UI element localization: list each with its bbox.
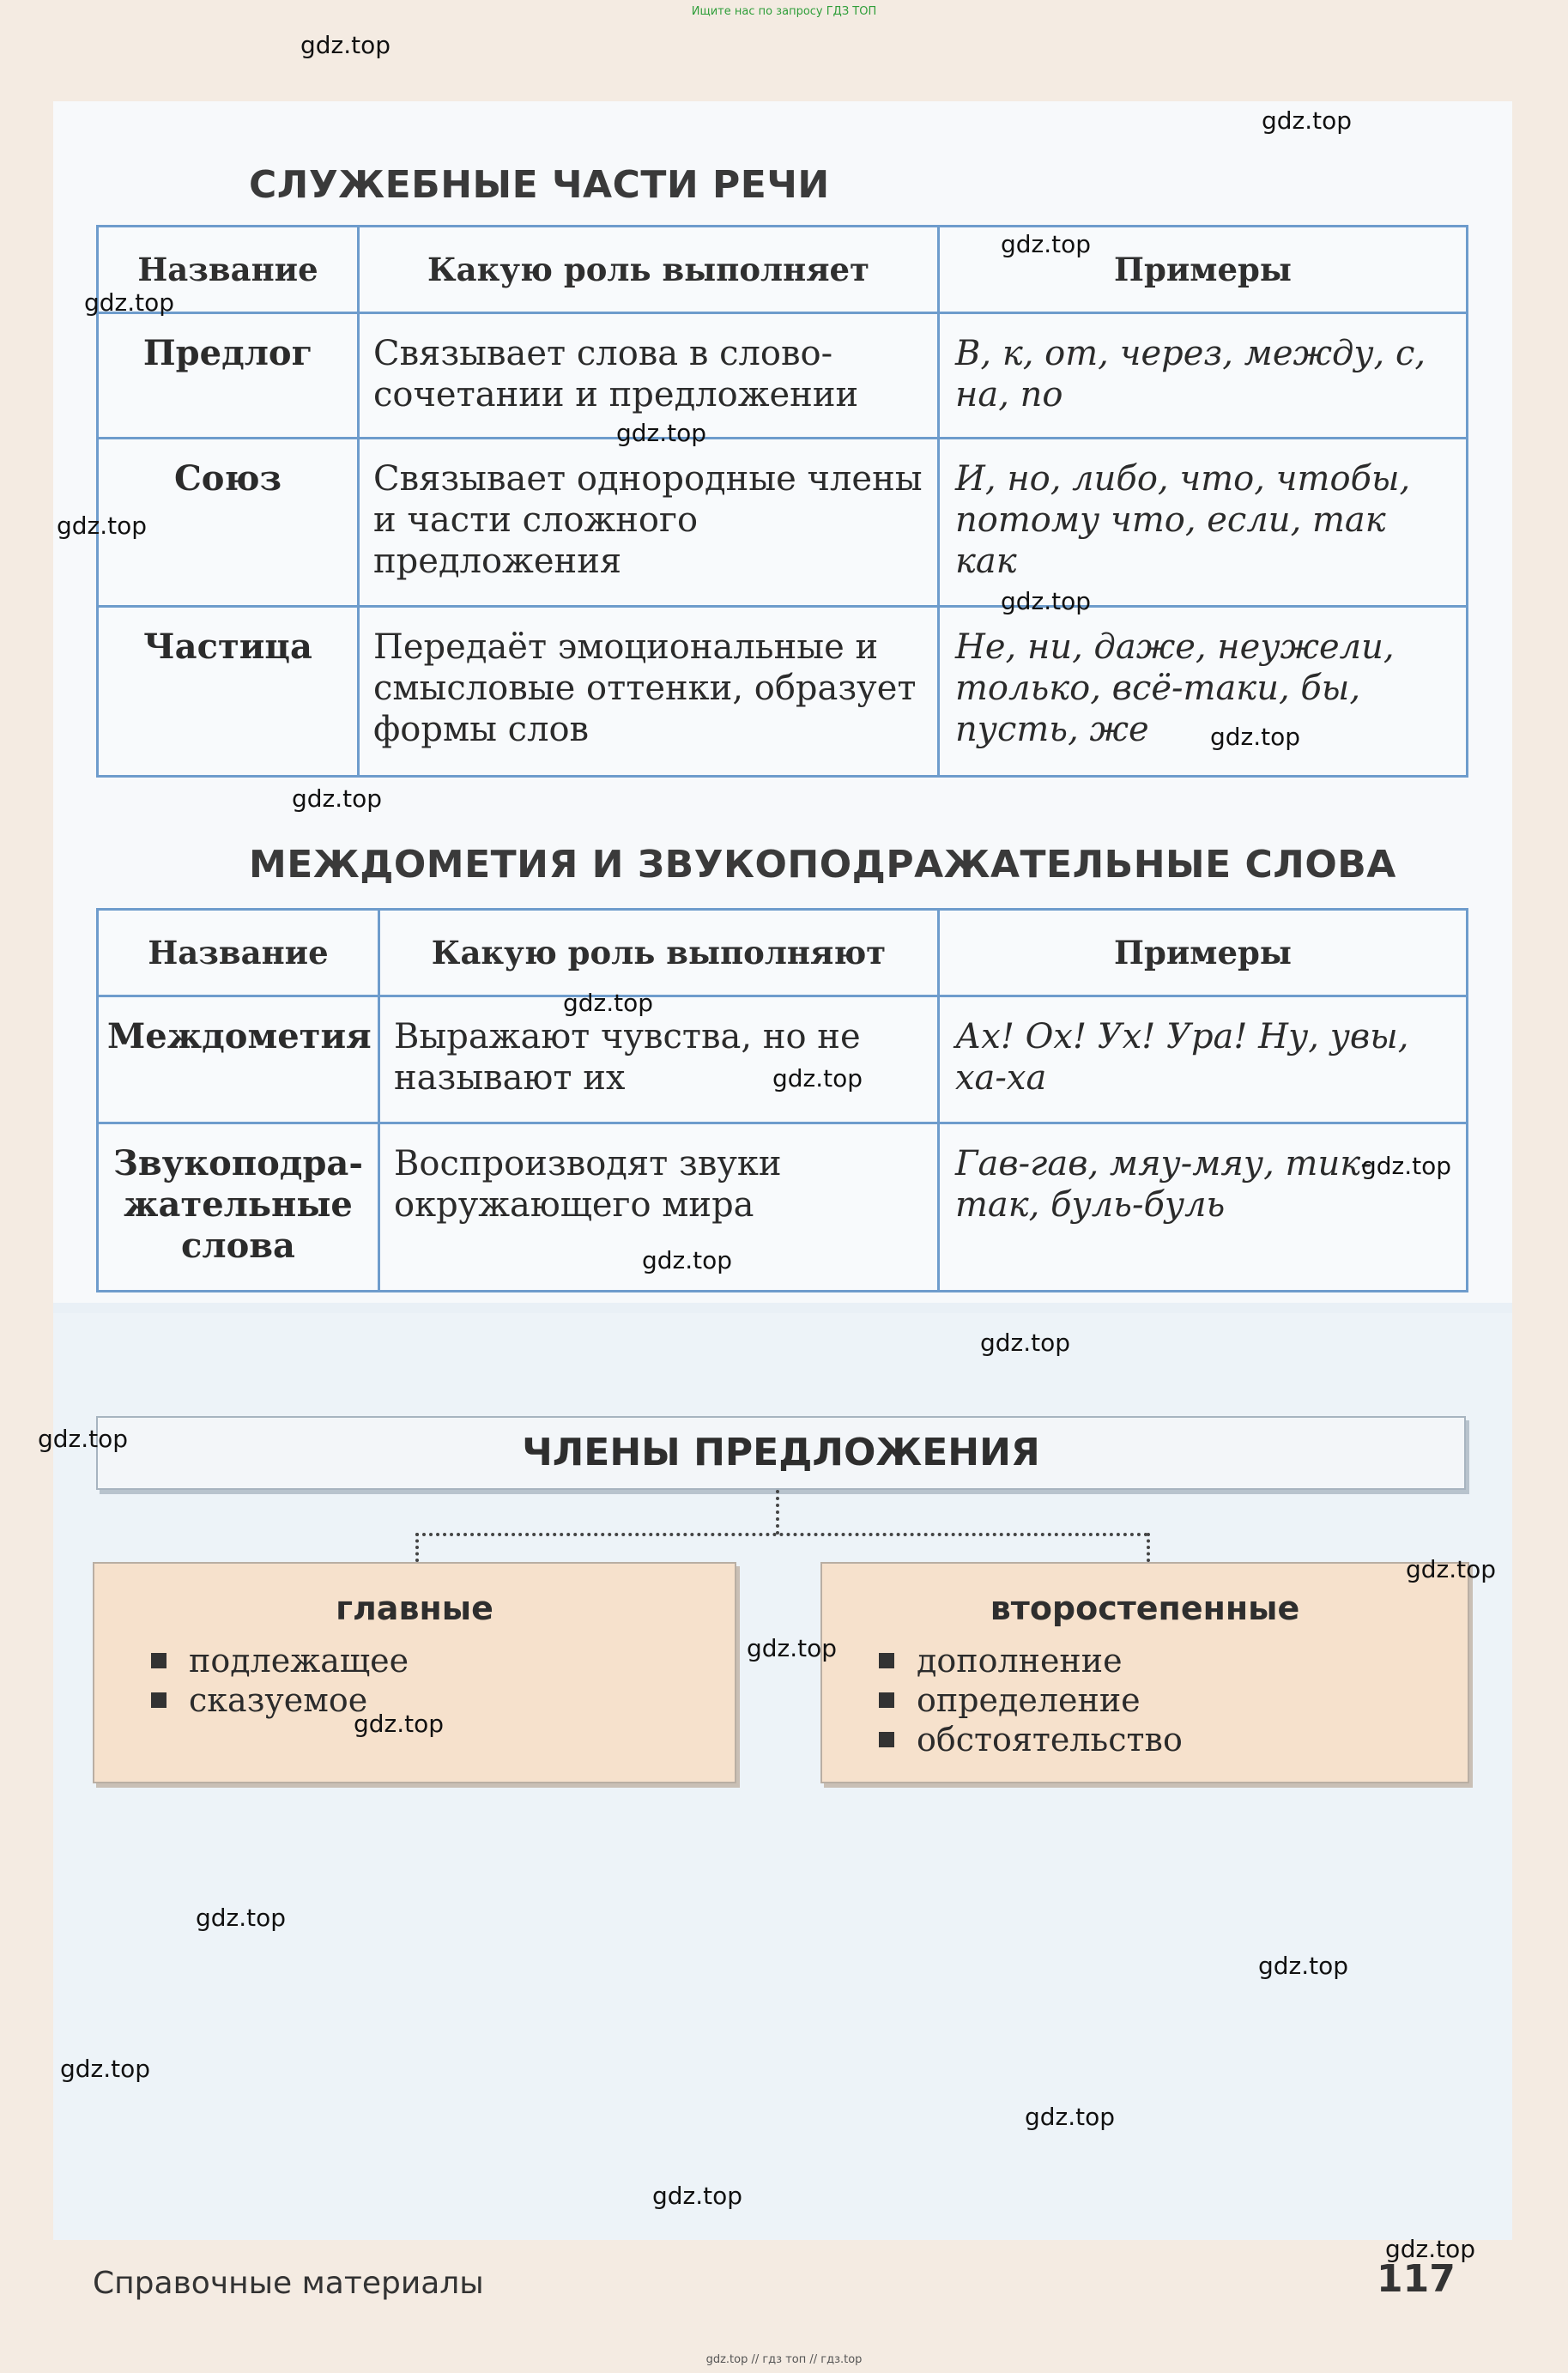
header-examples: Примеры [939, 910, 1468, 996]
watermark: gdz.top [292, 784, 383, 813]
secondary-members-list [822, 1641, 1468, 1759]
watermark: gdz.top [1025, 2103, 1116, 2131]
watermark: gdz.top [38, 1425, 129, 1453]
connector-right [1147, 1533, 1150, 1562]
connector-left [415, 1533, 419, 1562]
sentence-members-title: ЧЛЕНЫ ПРЕДЛОЖЕНИЯ [96, 1416, 1466, 1490]
row-role: Выражают чувства, но не называют их [379, 996, 939, 1123]
connector-vertical [776, 1490, 779, 1535]
page-number: 117 [1377, 2257, 1456, 2301]
function-words-table [96, 225, 1468, 778]
table-row [98, 996, 1468, 1123]
list-item: сказуемое [189, 1680, 735, 1720]
secondary-members-title: второстепенные [990, 1589, 1300, 1627]
watermark: gdz.top [1001, 230, 1092, 258]
watermark: gdz.top [980, 1329, 1071, 1357]
watermark: gdz.top [57, 512, 148, 540]
watermark: gdz.top [300, 31, 391, 59]
list-item: обстоятельство [917, 1720, 1468, 1759]
watermark: gdz.top [1258, 1952, 1349, 1980]
table-row [98, 1123, 1468, 1292]
header-examples: Примеры [939, 227, 1468, 313]
watermark: gdz.top [772, 1064, 863, 1093]
row-examples: Ах! Ох! Ух! Ура! Ну, увы, ха-ха [939, 996, 1468, 1123]
row-role: Связывает слова в слово-сочетании и предложении [359, 313, 939, 439]
row-name: Частица [98, 607, 359, 777]
main-members-box [93, 1562, 736, 1783]
watermark: gdz.top [642, 1246, 733, 1274]
watermark: gdz.top [563, 989, 654, 1017]
list-item: подлежащее [189, 1641, 735, 1680]
section-title-interjections: МЕЖДОМЕТИЯ И ЗВУКОПОДРАЖАТЕЛЬНЫЕ СЛОВА [249, 843, 1396, 887]
section-title-function-words: СЛУЖЕБНЫЕ ЧАСТИ РЕЧИ [249, 163, 830, 207]
watermark: gdz.top [60, 2055, 151, 2083]
row-role: Воспроизводят звуки окружающего мира [379, 1123, 939, 1292]
main-members-title: главные [336, 1589, 493, 1627]
list-item: дополнение [917, 1641, 1468, 1680]
watermark: gdz.top [1262, 106, 1353, 135]
row-role: Передаёт эмоциональные и смысловые оттенки, образует формы слов [359, 607, 939, 777]
header-name: Название [98, 227, 359, 313]
interjections-table [96, 908, 1468, 1292]
main-members-list [94, 1641, 735, 1720]
row-examples: И, но, либо, что, чтобы, потому что, если, так как [939, 439, 1468, 607]
table-row [98, 439, 1468, 607]
watermark: gdz.top [652, 2182, 743, 2210]
watermark: gdz.top [1361, 1152, 1452, 1180]
watermark: gdz.top [1406, 1555, 1497, 1583]
row-examples: Не, ни, даже, неужели, только, всё-таки, бы, пусть, же [939, 607, 1468, 777]
footer-note: gdz.top // гдз топ // гдз.top [705, 2353, 863, 2366]
row-name: Предлог [98, 313, 359, 439]
footer-label: Справочные материалы [93, 2266, 484, 2301]
header-name: Название [98, 910, 379, 996]
watermark: gdz.top [747, 1634, 838, 1662]
watermark: gdz.top [354, 1710, 445, 1738]
watermark: gdz.top [616, 419, 707, 447]
header-role: Какую роль выполняют [379, 910, 939, 996]
table-row [98, 313, 1468, 439]
row-name: Звукоподра-жательные слова [98, 1123, 379, 1292]
watermark: gdz.top [84, 288, 175, 317]
watermark: gdz.top [1210, 723, 1301, 751]
table-header-row [98, 227, 1468, 313]
watermark: gdz.top [1385, 2235, 1476, 2263]
row-examples: Гав-гав, мяу-мяу, тик-так, буль-буль [939, 1123, 1468, 1292]
secondary-members-box [820, 1562, 1469, 1783]
header-role: Какую роль выполняет [359, 227, 939, 313]
watermark: gdz.top [1001, 587, 1092, 615]
watermark: gdz.top [196, 1904, 287, 1932]
list-item: определение [917, 1680, 1468, 1720]
row-name: Союз [98, 439, 359, 607]
row-role: Связывает однородные члены и части сложного предложения [359, 439, 939, 607]
header-note: Ищите нас по запросу ГДЗ ТОП [691, 5, 877, 18]
row-name: Междометия [98, 996, 379, 1123]
connector-horizontal [415, 1533, 1148, 1536]
row-examples: В, к, от, через, между, с, на, по [939, 313, 1468, 439]
table-header-row [98, 910, 1468, 996]
